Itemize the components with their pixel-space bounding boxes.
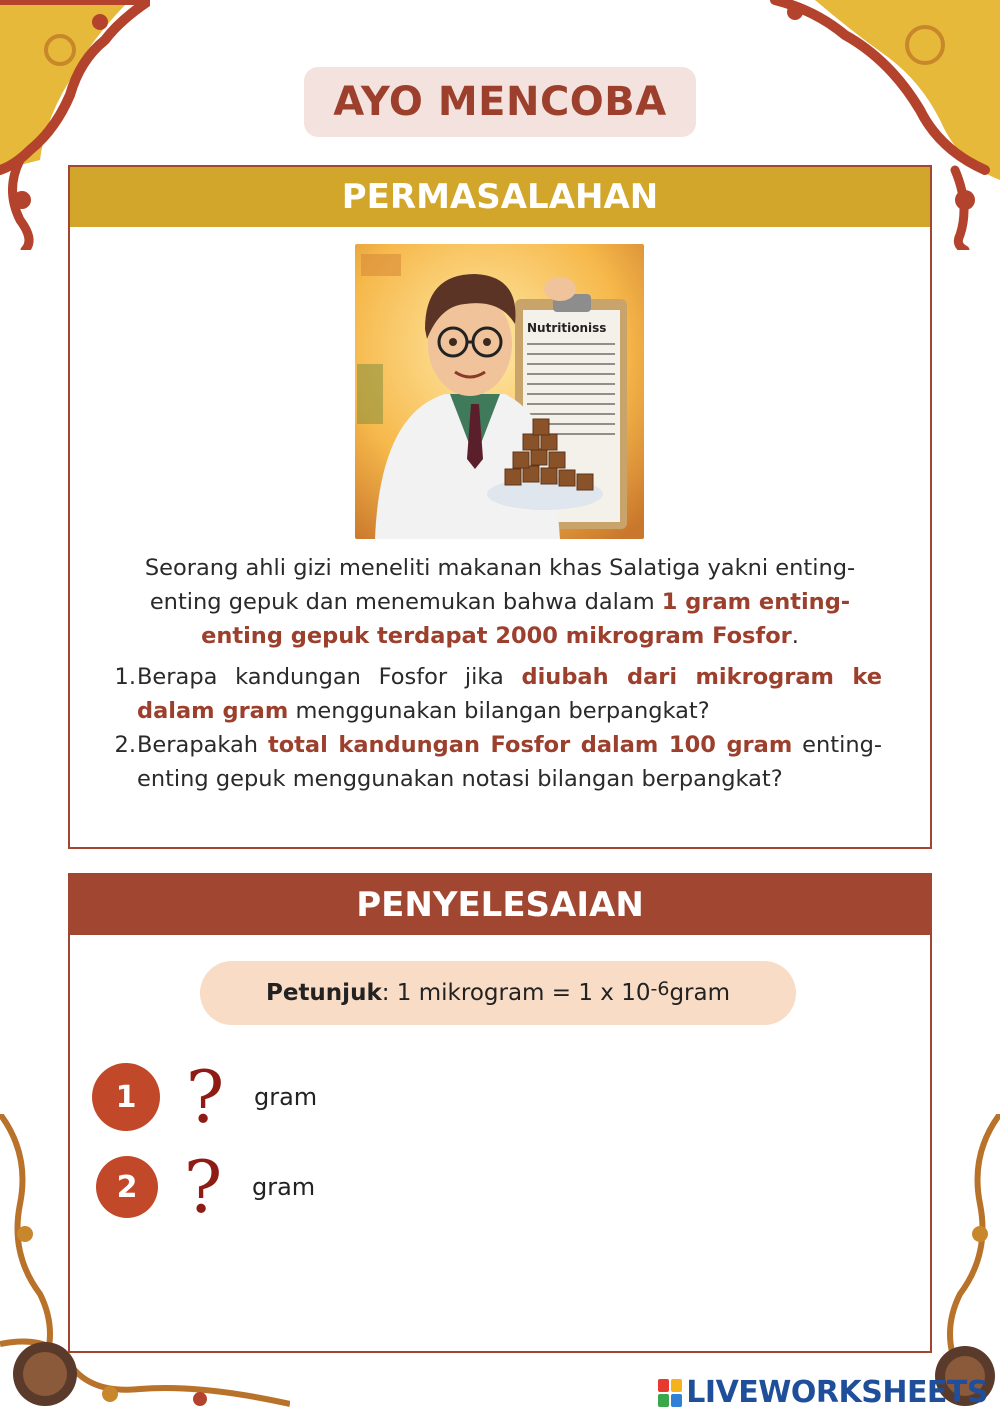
answer-unit: gram — [252, 1173, 316, 1201]
watermark-text: LIVEWORKSHEETS — [686, 1375, 988, 1410]
question-item — [114, 728, 882, 796]
intro-highlight: 1 gram enting-enting gepuk terdapat 2000 mikrogram Fosfor — [201, 589, 851, 649]
liveworksheets-logo-icon — [658, 1379, 682, 1407]
intro-text: Seorang ahli gizi meneliti makanan khas Salatiga yakni enting-enting gepuk dan menemukan bahwa dalam — [144, 555, 856, 615]
question-item — [114, 660, 882, 728]
problem-intro — [130, 551, 870, 653]
question-highlight: total kandungan Fosfor dalam 100 gram — [267, 732, 793, 758]
question-number: 2. — [114, 732, 136, 758]
answer-row-1 — [92, 1055, 318, 1139]
question-number: 1. — [114, 664, 136, 690]
hint-box — [200, 961, 796, 1025]
answer-row-2 — [92, 1145, 316, 1229]
question-text — [137, 660, 882, 728]
hint-exponent: -6 — [650, 978, 670, 1000]
liveworksheets-watermark — [658, 1375, 988, 1410]
intro-end: . — [791, 623, 799, 649]
answer-unit: gram — [254, 1083, 318, 1111]
question-list — [114, 660, 882, 796]
solution-header: PENYELESAIAN — [70, 875, 930, 935]
answer-number-badge: 1 — [92, 1063, 160, 1131]
answer-input-1[interactable]: ? — [185, 1055, 225, 1139]
question-text-pre: Berapa kandungan Fosfor jika — [137, 664, 522, 690]
page-title: AYO MENCOBA — [304, 67, 696, 137]
hint-unit: gram — [669, 980, 730, 1006]
nutritionist-illustration — [355, 244, 644, 539]
solution-section — [68, 873, 932, 1353]
question-text-post: enting-enting gepuk menggunakan notasi bilangan berpangkat? — [137, 732, 882, 792]
question-text — [137, 728, 882, 796]
problem-header: PERMASALAHAN — [70, 167, 930, 227]
answer-input-2[interactable]: ? — [183, 1145, 223, 1229]
hint-label: Petunjuk — [265, 980, 382, 1006]
question-text-post: menggunakan bilangan berpangkat? — [288, 698, 710, 724]
answer-number-badge: 2 — [96, 1156, 158, 1218]
problem-section — [68, 165, 932, 849]
clipboard-title: Nutritioniss — [527, 321, 607, 335]
question-highlight: diubah dari mikrogram ke dalam gram — [137, 664, 882, 724]
question-text-pre: Berapakah — [137, 732, 268, 758]
hint-text: : 1 mikrogram = 1 x 10 — [381, 980, 651, 1006]
